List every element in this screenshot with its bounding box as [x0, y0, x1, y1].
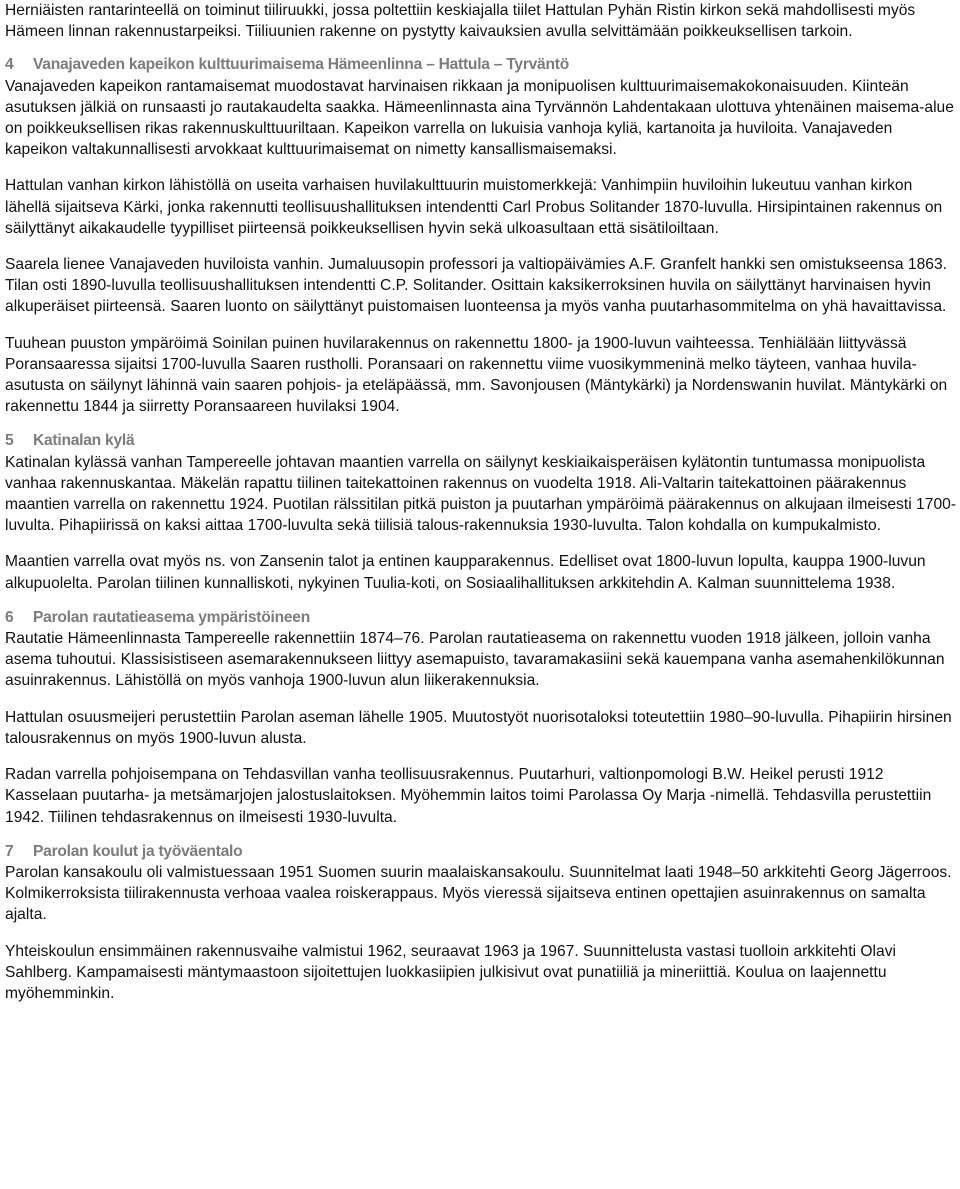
section-paragraph: Hattulan osuusmeijeri perustettiin Parolan aseman lähelle 1905. Muutostyöt nuorisotaloksi toteutettiin 1980–90-luvulla. Pihapiirin hirsinen talousrakennus on myös 1900-luvun alusta.	[5, 708, 952, 747]
section-paragraph: Yhteiskoulun ensimmäinen rakennusvaihe valmistui 1962, seuraavat 1963 ja 1967. Suunnittelusta vastasi tuolloin arkkitehti Olavi Sahlberg. Kampamaisesti mäntymaastoon sijoitettujen luokkasiipien julkisivut ovat punatiiliä ja mineriittiä. Koulua on laajennettu myöhemminkin.	[5, 942, 897, 1002]
section-title: Katinalan kylä	[33, 432, 135, 450]
section-number: 6	[5, 608, 14, 626]
section-paragraph: Maantien varrella ovat myös ns. von Zansenin talot ja entinen kaupparakennus. Edelliset ovat 1800-luvun lopulta, kauppa 1900-luvun alkupuolelta. Parolan tiilinen kunnalliskoti, nykyinen Tuulia-koti, on Sosiaalihallituksen arkkitehdin A. Kalman suunnittelema 1938.	[5, 553, 926, 592]
section-number: 4	[5, 56, 14, 74]
intro-paragraph: Herniäisten rantarinteellä on toiminut tiiliruukki, jossa poltettiin keskiajalla tiilet Hattulan Pyhän Ristin kirkon sekä mahdollisesti myös Hämeen linnan rakennustarpeiksi. Tiiliuunien rakenne on pystytty kaivauksien avulla selvittämään poikkeuksellisen tarkoin.	[5, 2, 916, 41]
section-heading	[5, 430, 957, 451]
section-7	[5, 841, 957, 1004]
section-paragraph: Hattulan vanhan kirkon lähistöllä on useita varhaisen huvilakulttuurin muistomerkkejä: Vanhimpiin huviloihin lukeutuu vanhan kirkon lähellä sijaitseva Kärki, jonka rakennutti teollisuushallituksen intendentti Carl Probus Solitander 1870-luvulla. Hirsipintainen rakennus on säilyttänyt aikakaudelle tyypilliset piirteensä poikkeuksellisen hyvin sekä ulkoasultaan että sisätiloiltaan.	[5, 177, 943, 237]
section-paragraph: Radan varrella pohjoisempana on Tehdasvillan vanha teollisuusrakennus. Puutarhuri, valtionpomologi B.W. Heikel perusti 1912 Kasselaan puutarha- ja metsämarjojen jalostuslaitoksen. Myöhemmin laitos toimi Parolassa Oy Marja -nimellä. Tehdasvilla perustettiin 1942. Tiilinen tehdasrakennus on ilmeisesti 1930-luvulta.	[5, 766, 932, 826]
section-title: Parolan koulut ja työväentalo	[33, 842, 243, 860]
section-paragraph: Rautatie Hämeenlinnasta Tampereelle rakennettiin 1874–76. Parolan rautatieasema on rakennettu vuoden 1918 jälkeen, jolloin vanha asema tuhoutui. Klassisistiseen asemarakennukseen liittyy asemapuisto, tavaramakasiini sekä kauempana vanha asemahenkilökunnan asuinrakennus. Lähistöllä on myös vanhoja 1900-luvun alun liikerakennuksia.	[5, 630, 945, 690]
section-5	[5, 430, 957, 593]
section-number: 7	[5, 842, 14, 860]
section-number: 5	[5, 432, 14, 450]
section-title: Parolan rautatieasema ympäristöineen	[33, 608, 311, 626]
section-paragraph: Saarela lienee Vanajaveden huviloista vanhin. Jumaluusopin professori ja valtiopäivämies A.F. Granfelt hankki sen omistukseensa 1863. Tilan osti 1890-luvulla teollisuushallituksen intendentti C.P. Solitander. Osittain kaksikerroksinen huvila on säilyttänyt harvinaisen hyvin alkuperäiset piirteensä. Saaren luonto on säilyttänyt puistomaisen luonteensa ja myös vanha puutarhasommitelma on yhä havaittavissa.	[5, 256, 948, 316]
section-6	[5, 607, 957, 828]
section-paragraph: Katinalan kylässä vanhan Tampereelle johtavan maantien varrella on säilynyt keskiaikaisperäisen kylätontin tuntumassa monipuolista vanhaa rakennuskantaa. Mäkelän rapattu tiilinen taitekattoinen rakennus on vuodelta 1918. Ali-Valtarin taitekattoinen päärakennus maantien varrella on rakennettu 1924. Puotilan rälssitilan pitkä puiston ja puutarhan ympäröimä päärakennus on alkujaan ilmeisesti 1700-luvulta. Pihapiirissä on kaksi aittaa 1700-luvulta sekä tiilisiä talous-rakennuksia 1930-luvulta. Talon kohdalla on kumpukalmisto.	[5, 453, 957, 535]
section-paragraph: Parolan kansakoulu oli valmistuessaan 1951 Suomen suurin maalaiskansakoulu. Suunnitelmat laati 1948–50 arkkitehti Georg Jägerroos. Kolmikerroksista tiilirakennusta verhoaa vaalea roiskerappaus. Myös vieressä sijaitseva entinen opettajien asuinrakennus on samalta ajalta.	[5, 863, 952, 924]
section-heading	[5, 54, 957, 75]
section-heading	[5, 841, 957, 862]
section-paragraph: Vanajaveden kapeikon rantamaisemat muodostavat harvinaisen rikkaan ja monipuolisen kulttuurimaisemakokonaisuuden. Kiinteän asutuksen jälkiä on runsaasti jo rautakaudelta saakka. Hämeenlinnasta aina Tyrvännön Lahdentakaan ulottuva yhtenäinen maisema-alue on poikkeuksellisen rikas rakennuskulttuuriltaan. Kapeikon varrella on lukuisia vanhoja kyliä, kartanoita ja huviloita. Vanajaveden kapeikon valtakunnallisesti arvokkaat kulttuurimaisemat on nimetty kansallismaisemaksi.	[5, 77, 954, 159]
section-title: Vanajaveden kapeikon kulttuurimaisema Hämeenlinna – Hattula – Tyrväntö	[33, 56, 569, 74]
section-4	[5, 54, 957, 417]
document-page	[5, 0, 957, 1004]
section-heading	[5, 607, 957, 628]
section-paragraph: Tuuhean puuston ympäröimä Soinilan puinen huvilarakennus on rakennettu 1800- ja 1900-luvun vaihteessa. Tenhiälään liittyvässä Poransaaressa sijaitsi 1700-luvulla Saaren rustholli. Poransaari on rakennettu viime vuosikymmeninä melko täyteen, vanhaa huvila-asutusta on säilynyt lähinnä vain saaren pohjois- ja eteläpäässä, mm. Savonjousen (Mäntykärki) ja Nordenswanin huvilat. Mäntykärki on rakennettu 1844 ja siirretty Poransaareen huvilaksi 1904.	[5, 334, 948, 416]
